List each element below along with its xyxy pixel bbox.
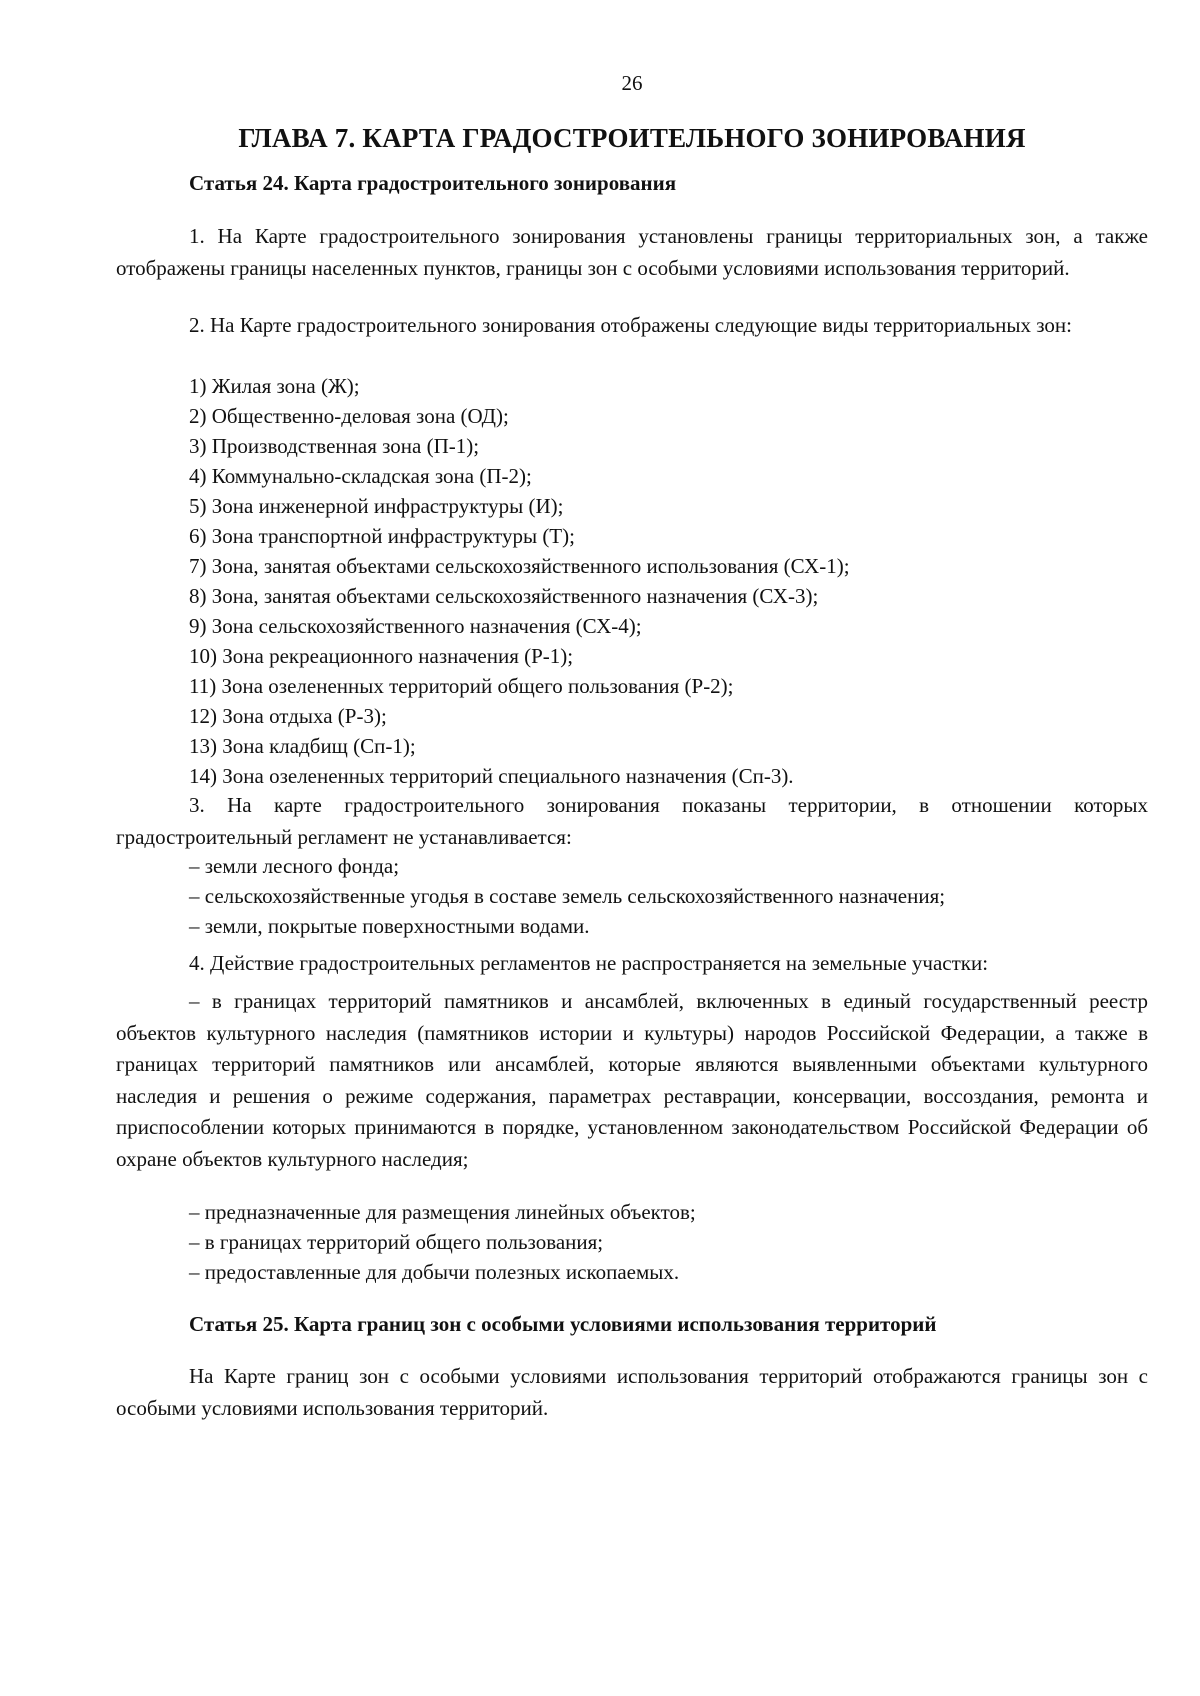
zone-list-item: 3) Производственная зона (П-1); [189,434,480,458]
exempt-land-item: – в границах территорий общего пользования; [189,1230,604,1254]
exempt-land-item: – предназначенные для размещения линейных объектов; [189,1200,696,1224]
unregulated-territory-item: ‒ сельскохозяйственные угодья в составе земель сельскохозяйственного назначения; [189,884,946,908]
zone-list-item: 4) Коммунально-складская зона (П-2); [189,464,532,488]
zone-list-item: 5) Зона инженерной инфраструктуры (И); [189,494,564,518]
article-24-paragraph-1: 1. На Карте градостроительного зонирования установлены границы территориальных зон, а также отображены границы населенных пунктов, границы зон с особыми условиями использования территорий. [116,224,1148,280]
zone-list-item: 9) Зона сельскохозяйственного назначения (СХ-4); [189,614,642,638]
zone-list-item: 6) Зона транспортной инфраструктуры (Т); [189,524,575,548]
unregulated-territory-item: ‒ земли, покрытые поверхностными водами. [189,914,590,938]
article-25-paragraph-1: На Карте границ зон с особыми условиями использования территорий отображаются границы зон с особыми условиями использования территорий. [116,1364,1148,1420]
article-24-paragraph-2: 2. На Карте градостроительного зонирования отображены следующие виды территориальных зон: [189,313,1072,337]
zone-list-item: 2) Общественно-деловая зона (ОД); [189,404,509,428]
zone-list-item: 14) Зона озелененных территорий специального назначения (Сп-3). [189,764,794,788]
zone-list-item: 12) Зона отдыха (Р-3); [189,704,387,728]
exempt-land-item: – предоставленные для добычи полезных ископаемых. [189,1260,680,1284]
zone-list-item: 1) Жилая зона (Ж); [189,374,360,398]
article-24-title: Статья 24. Карта градостроительного зонирования [189,171,677,195]
article-25-title: Статья 25. Карта границ зон с особыми условиями использования территорий [189,1312,937,1336]
zone-list-item: 7) Зона, занятая объектами сельскохозяйственного использования (СХ-1); [189,554,850,578]
unregulated-territory-item: ‒ земли лесного фонда; [189,854,400,878]
article-24-paragraph-4-heritage: – в границах территорий памятников и ансамблей, включенных в единый государственный реестр объектов культурного наследия (памятников истории и культуры) народов Российской Федерации, а также в границах территорий памятников или ансамблей, которые являются выявленными объектами культурного наследия и решения о режиме содержания, параметрах реставрации, консервации, воссоздания, ремонта и приспособлении которых принимаются в порядке, установленном законодательством Российской Федерации об охране объектов культурного наследия; [116,989,1148,1171]
zone-list-item: 8) Зона, занятая объектами сельскохозяйственного назначения (СХ-3); [189,584,819,608]
page-number: 26 [621,71,643,95]
article-24-paragraph-3: 3. На карте градостроительного зонирования показаны территории, в отношении которых градостроительный регламент не устанавливается: [116,793,1148,849]
zone-list-item: 11) Зона озелененных территорий общего пользования (Р-2); [189,674,734,698]
zone-list-item: 13) Зона кладбищ (Сп-1); [189,734,416,758]
zone-list-item: 10) Зона рекреационного назначения (Р-1); [189,644,574,668]
article-24-paragraph-4: 4. Действие градостроительных регламентов не распространяется на земельные участки: [189,951,989,975]
chapter-title: ГЛАВА 7. КАРТА ГРАДОСТРОИТЕЛЬНОГО ЗОНИРОВАНИЯ [238,123,1026,153]
